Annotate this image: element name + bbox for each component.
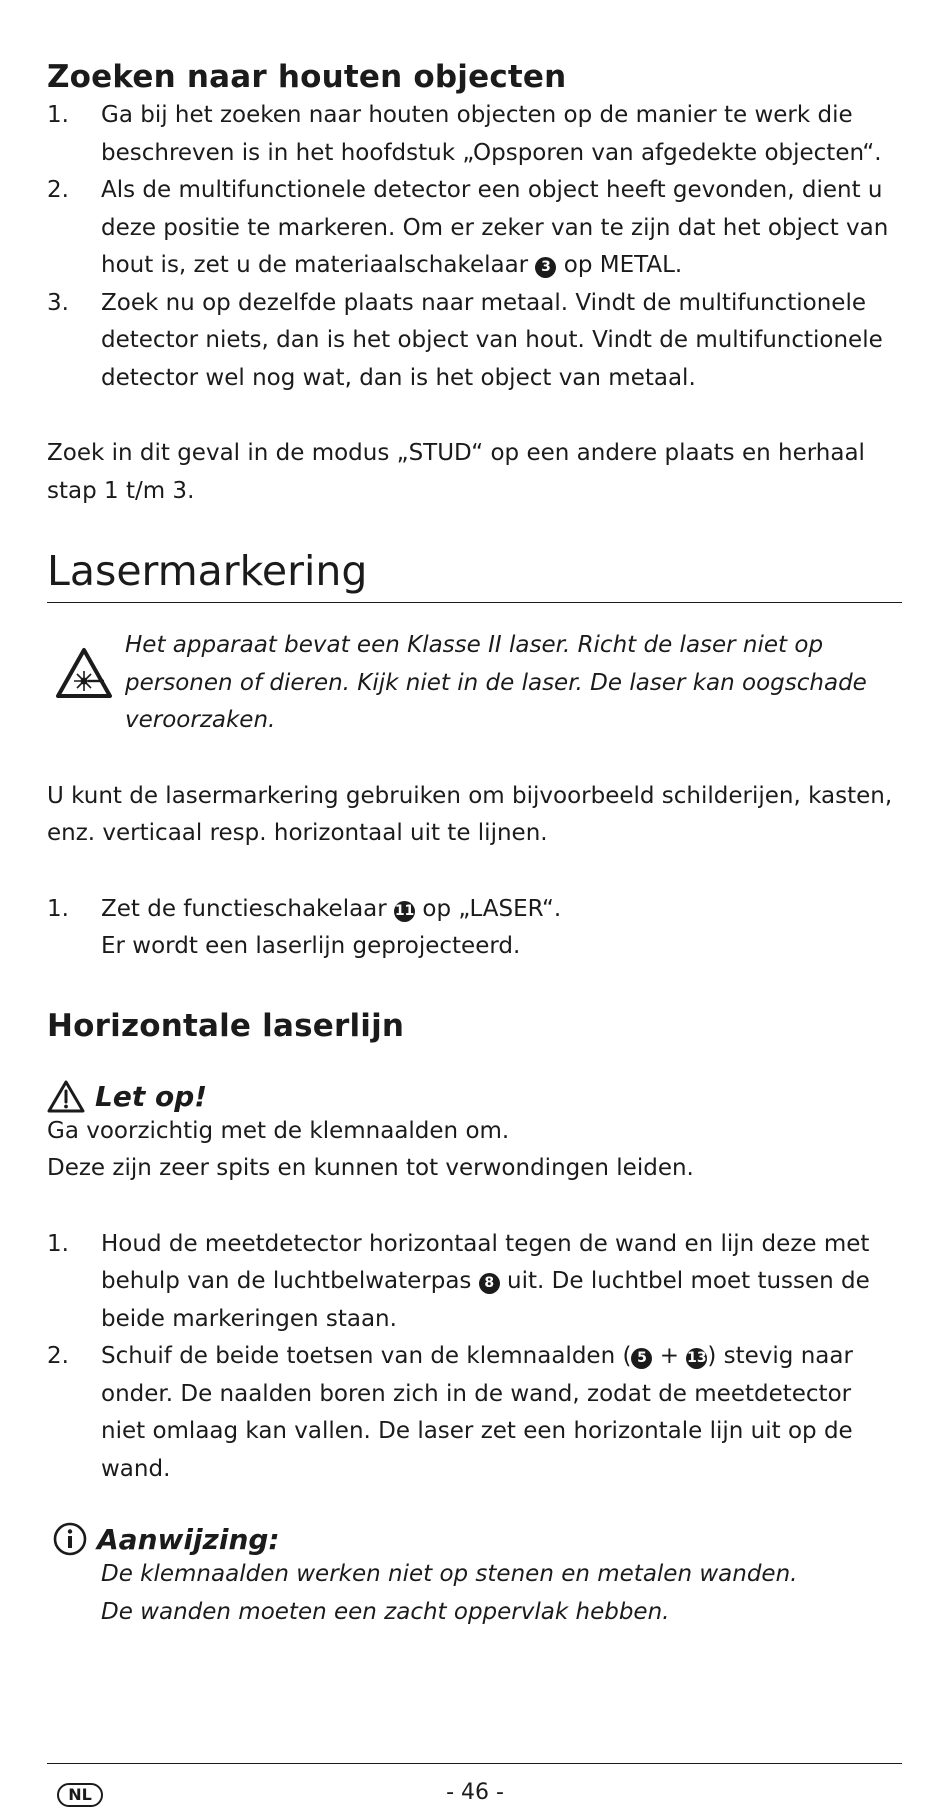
hint-line: De klemnaalden werken niet op stenen en metalen wanden. bbox=[101, 1561, 798, 1587]
part-reference-badge: 5 bbox=[631, 1348, 652, 1369]
section-heading-horizontal: Horizontale laserlijn bbox=[47, 1007, 405, 1044]
step-text: ) stevig naar onder. De naalden boren zich in de wand, zodat de meetdetector niet omlaag kan vallen. De laser zet een horizontale lijn uit op de wand. bbox=[101, 1343, 853, 1482]
warning-text: Het apparaat bevat een Klasse II laser. Richt de laser niet op personen of dieren. Kijk niet in de laser. De laser kan oogschade veroorzaken. bbox=[125, 632, 867, 733]
step-number: 3. bbox=[47, 289, 69, 316]
list-item bbox=[47, 1338, 902, 1488]
part-reference-badge: 13 bbox=[686, 1348, 707, 1369]
paragraph-note: Zoek in dit geval in de modus „STUD“ op een andere plaats en herhaal stap 1 t/m 3. bbox=[47, 440, 865, 504]
caution-icon bbox=[47, 1080, 85, 1113]
step-text: Houd de meetdetector horizontaal tegen de wand en lijn deze met behulp van de luchtbelwaterpas bbox=[101, 1230, 870, 1294]
manual-page bbox=[47, 0, 902, 1631]
step-text: Als de multifunctionele detector een object heeft gevonden, dient u deze positie te markeren. Om er zeker van te zijn dat het object van hout is, zet u de materiaalschakelaar bbox=[101, 177, 889, 278]
caution-line: Ga voorzichtig met de klemnaalden om. bbox=[47, 1117, 510, 1144]
part-reference-badge: 11 bbox=[394, 901, 415, 922]
part-reference-badge: 3 bbox=[535, 257, 556, 278]
page-number: - 46 - bbox=[446, 1780, 504, 1805]
laser-steps-list bbox=[47, 891, 902, 966]
step-number: 2. bbox=[47, 1343, 69, 1369]
laser-warning bbox=[47, 627, 902, 740]
section-title-laser: Lasermarkering bbox=[47, 546, 902, 603]
step-number: 1. bbox=[47, 895, 69, 922]
paragraph-intro: U kunt de lasermarkering gebruiken om bijvoorbeeld schilderijen, kasten, enz. verticaal resp. horizontaal uit te lijnen. bbox=[47, 782, 893, 846]
step-text: Er wordt een laserlijn geprojecteerd. bbox=[101, 933, 521, 959]
hint-text bbox=[47, 1556, 902, 1631]
list-item bbox=[47, 97, 902, 172]
step-number: 1. bbox=[47, 102, 69, 128]
caution-heading bbox=[47, 1080, 902, 1113]
step-number: 1. bbox=[47, 1230, 69, 1257]
language-badge: NL bbox=[57, 1783, 103, 1807]
step-text: Zet de functieschakelaar bbox=[101, 895, 387, 922]
plus-sign: + bbox=[659, 1343, 680, 1369]
list-item bbox=[47, 172, 902, 285]
list-item bbox=[47, 1226, 902, 1339]
hint-heading bbox=[53, 1522, 902, 1556]
hint-line: De wanden moeten een zacht oppervlak hebben. bbox=[101, 1598, 670, 1625]
step-text: op METAL. bbox=[563, 252, 683, 278]
part-reference-badge: 8 bbox=[479, 1273, 500, 1294]
footer-divider bbox=[47, 1763, 902, 1764]
laser-warning-icon bbox=[55, 647, 113, 712]
step-number: 2. bbox=[47, 177, 69, 203]
hint-title: Aanwijzing: bbox=[97, 1522, 280, 1556]
horizontal-steps-list bbox=[47, 1226, 902, 1489]
caution-title: Let op! bbox=[95, 1079, 208, 1113]
step-text: Schuif de beide toetsen van de klemnaalden ( bbox=[101, 1343, 632, 1369]
wood-steps-list bbox=[47, 97, 902, 397]
caution-line: Deze zijn zeer spits en kunnen tot verwondingen leiden. bbox=[47, 1155, 694, 1181]
step-text: op „LASER“. bbox=[422, 895, 562, 922]
step-text: uit. De luchtbel moet tussen de beide markeringen staan. bbox=[101, 1268, 870, 1332]
list-item bbox=[47, 285, 902, 398]
section-heading-wood: Zoeken naar houten objecten bbox=[47, 59, 567, 95]
step-text: Zoek nu op dezelfde plaats naar metaal. Vindt de multifunctionele detector niets, dan is het object van hout. Vindt de multifunctionele detector wel nog wat, dan is het object van metaal. bbox=[101, 289, 883, 391]
step-text: Ga bij het zoeken naar houten objecten op de manier te werk die beschreven is in het hoofdstuk „Opsporen van afgedekte objecten“. bbox=[101, 102, 882, 166]
info-icon bbox=[53, 1522, 87, 1556]
caution-text bbox=[47, 1113, 902, 1188]
list-item bbox=[47, 891, 902, 966]
